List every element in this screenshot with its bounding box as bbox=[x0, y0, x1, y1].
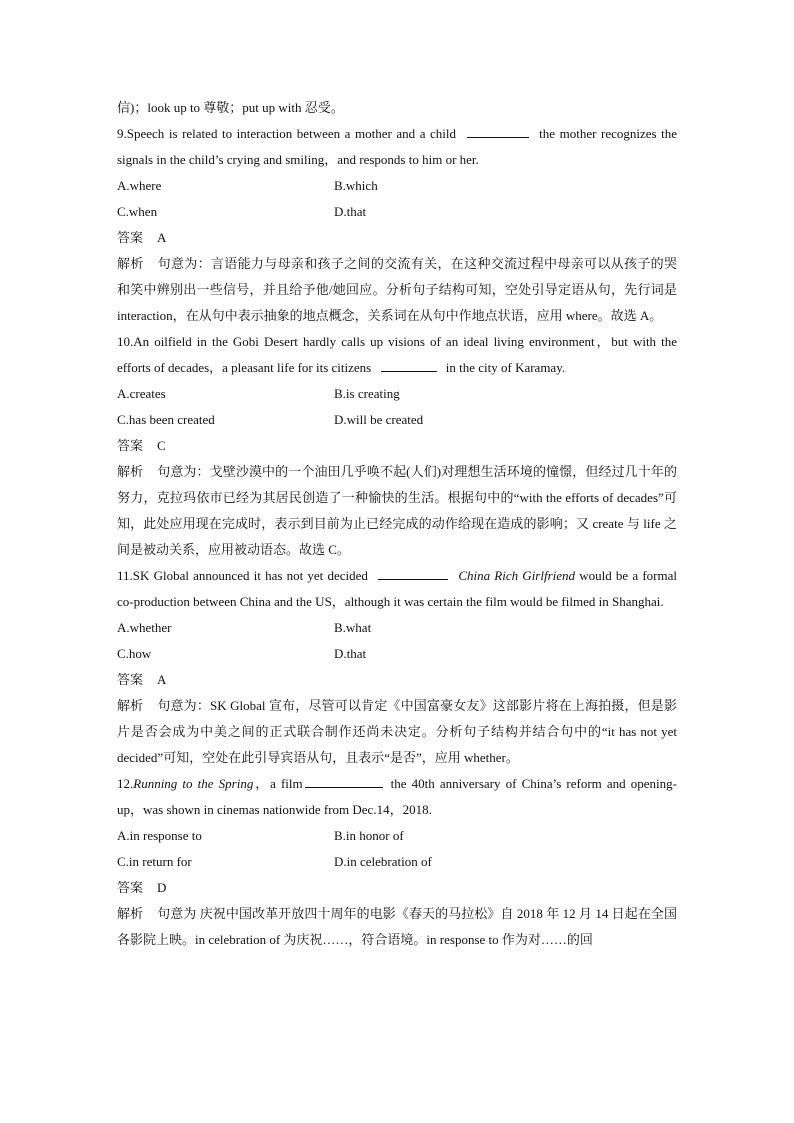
answer-blank bbox=[467, 123, 529, 138]
stem-text: 11.SK Global announced it has not yet decided bbox=[117, 568, 368, 583]
answer-value: A bbox=[157, 230, 167, 245]
analysis-label: 解析 bbox=[117, 256, 144, 271]
option-a: A.whether bbox=[117, 620, 172, 635]
answer-blank bbox=[305, 773, 383, 788]
option-b: B.is creating bbox=[334, 386, 400, 401]
option-d: D.that bbox=[334, 646, 367, 661]
question-10 bbox=[117, 329, 677, 563]
option-d: D.in celebration of bbox=[334, 854, 432, 869]
answer-blank bbox=[378, 565, 448, 580]
option-a: A.where bbox=[117, 178, 162, 193]
question-11-options bbox=[117, 641, 677, 667]
answer-label: 答案 bbox=[117, 880, 144, 895]
option-b: B.what bbox=[334, 620, 372, 635]
question-9-options bbox=[117, 173, 677, 199]
analysis-text: 句意为：戈壁沙漠中的一个油田几乎唤不起(人们)对理想生活环境的憧憬，但经过几十年的努力，克拉玛依市已经为其居民创造了一种愉快的生活。根据句中的“with the efforts of decades”可知，此处应用现在完成时，表示到目前为止已经完成的动作给现在造成的影响；又 create 与 life 之间是被动关系，应用被动语态。故选 C。 bbox=[117, 464, 677, 557]
question-10-analysis bbox=[117, 459, 677, 563]
intro-line: 信)；look up to 尊敬；put up with 忍受。 bbox=[117, 100, 344, 115]
analysis-text: 句意为 庆祝中国改革开放四十周年的电影《春天的马拉松》自 2018 年 12 月 14 日起在全国各影院上映。in celebration of 为庆祝……，符合语境。in response to 作为对……的回 bbox=[117, 906, 677, 947]
question-12-stem bbox=[117, 771, 677, 823]
option-b: B.in honor of bbox=[334, 828, 404, 843]
answer-value: D bbox=[157, 880, 167, 895]
question-11-stem bbox=[117, 563, 677, 615]
question-9-answer bbox=[117, 225, 677, 251]
question-10-options bbox=[117, 381, 677, 407]
answer-value: C bbox=[157, 438, 166, 453]
question-12 bbox=[117, 771, 677, 953]
option-b: B.which bbox=[334, 178, 378, 193]
answer-label: 答案 bbox=[117, 672, 144, 687]
option-c: C.when bbox=[117, 204, 158, 219]
option-a: A.creates bbox=[117, 386, 166, 401]
stem-text: the 40th anniversary of China’s reform and opening-up，was shown in cinemas nationwide from Dec.14，2018. bbox=[117, 776, 677, 817]
film-title: China Rich Girlfriend bbox=[458, 568, 576, 583]
answer-blank bbox=[381, 357, 437, 372]
analysis-text: 句意为：言语能力与母亲和孩子之间的交流有关，在这种交流过程中母亲可以从孩子的哭和笑中辨别出一些信号，并且给予他/她回应。分析句子结构可知，空处引导定语从句，先行词是 interaction，在从句中表示抽象的地点概念，关系词在从句中作地点状语，应用 where。故选 A。 bbox=[117, 256, 677, 323]
option-d: D.that bbox=[334, 204, 367, 219]
option-c: C.has been created bbox=[117, 412, 215, 427]
question-10-options bbox=[117, 407, 677, 433]
stem-text: would be a formal co-production between China and the US，although it was certain the film would be filmed in Shanghai. bbox=[117, 568, 678, 609]
question-12-answer bbox=[117, 875, 677, 901]
question-9 bbox=[117, 121, 677, 329]
analysis-label: 解析 bbox=[117, 698, 144, 713]
analysis-label: 解析 bbox=[117, 906, 144, 921]
question-11-options bbox=[117, 615, 677, 641]
question-10-stem bbox=[117, 329, 677, 381]
analysis-label: 解析 bbox=[117, 464, 144, 479]
question-12-options bbox=[117, 849, 677, 875]
question-9-stem bbox=[117, 121, 677, 173]
question-12-options bbox=[117, 823, 677, 849]
stem-text: 10.An oilfield in the Gobi Desert hardly calls up visions of an ideal living environment，but with the efforts of decades，a pleasant life for its citizens bbox=[117, 334, 677, 375]
option-a: A.in response to bbox=[117, 828, 202, 843]
stem-text: ，a film bbox=[253, 776, 303, 791]
question-9-options bbox=[117, 199, 677, 225]
stem-text: in the city of Karamay. bbox=[445, 360, 566, 375]
question-12-analysis bbox=[117, 901, 677, 953]
question-11-answer bbox=[117, 667, 677, 693]
answer-label: 答案 bbox=[117, 438, 144, 453]
stem-text: the mother recognizes the signals in the child’s crying and smiling，and responds to him or her. bbox=[117, 126, 678, 167]
stem-text: 9.Speech is related to interaction between a mother and a child bbox=[117, 126, 457, 141]
option-d: D.will be created bbox=[334, 412, 424, 427]
option-c: C.in return for bbox=[117, 854, 192, 869]
answer-value: A bbox=[157, 672, 167, 687]
question-9-analysis bbox=[117, 251, 677, 329]
analysis-text: 句意为：SK Global 宣布，尽管可以肯定《中国富豪女友》这部影片将在上海拍摄，但是影片是否会成为中美之间的正式联合制作还尚未决定。分析句子结构并结合句中的“it has not yet decided”可知，空处在此引导宾语从句，且表示“是否”，应用 whether。 bbox=[117, 698, 677, 765]
question-10-answer bbox=[117, 433, 677, 459]
question-number: 12. bbox=[117, 776, 134, 791]
option-c: C.how bbox=[117, 646, 152, 661]
question-11-analysis bbox=[117, 693, 677, 771]
answer-label: 答案 bbox=[117, 230, 144, 245]
document-content bbox=[117, 95, 677, 953]
film-title: Running to the Spring bbox=[133, 776, 254, 791]
question-11 bbox=[117, 563, 677, 771]
